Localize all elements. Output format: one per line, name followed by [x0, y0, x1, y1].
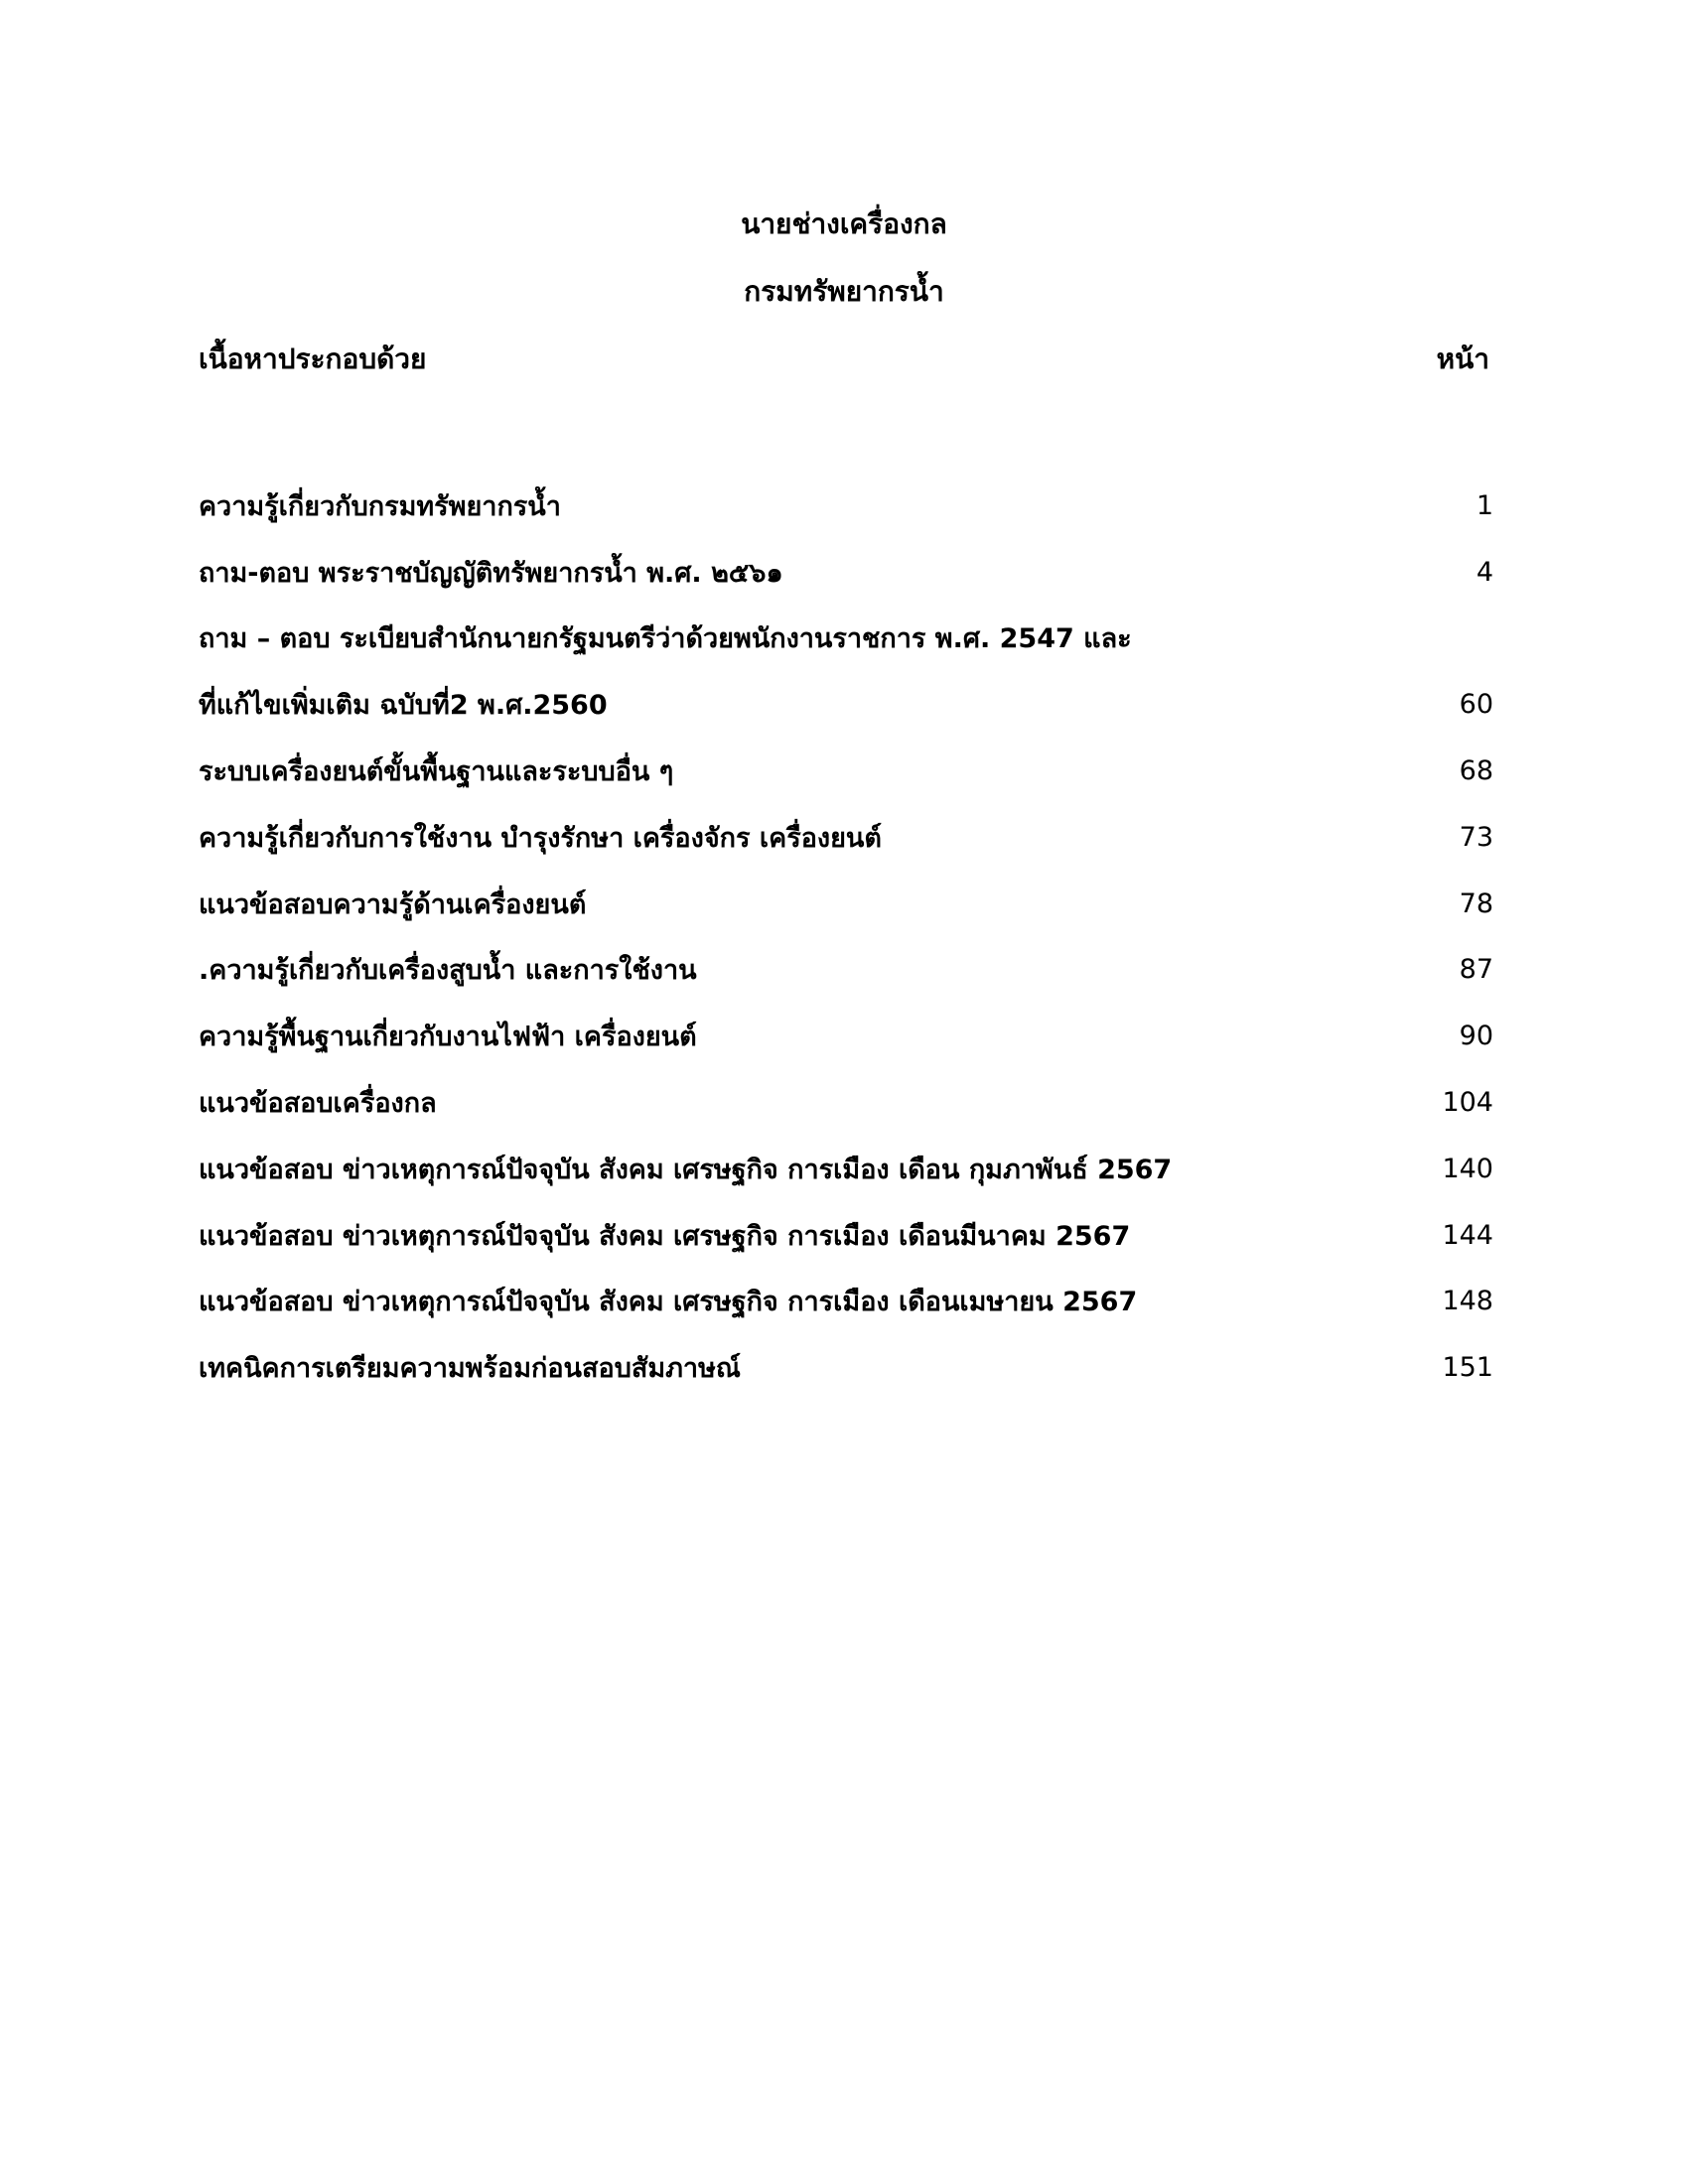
toc-leader-dots — [1175, 1162, 1439, 1186]
toc-entry-page: 60 — [1459, 689, 1493, 721]
toc-entry-title: ที่แก้ไขเพิ่มเติม ฉบับที่2 พ.ศ.2560 — [199, 690, 608, 722]
toc-entry-title: แนวข้อสอบ ข่าวเหตุการณ์ปัจจุบัน สังคม เศรษฐกิจ การเมือง เดือนมีนาคม 2567 — [199, 1220, 1131, 1252]
toc-entry — [199, 1269, 1493, 1335]
toc-leader-dots — [744, 1362, 1440, 1386]
toc-entry-page: 104 — [1442, 1087, 1493, 1119]
toc-entry-title: .ความรู้เกี่ยวกับเครื่องสูบน้ำ และการใช้งาน — [199, 955, 697, 987]
toc-leader-dots — [700, 964, 1457, 988]
toc-entry-page: 144 — [1442, 1219, 1493, 1251]
toc-leader-dots — [885, 831, 1457, 855]
toc-entry-continued — [199, 606, 1493, 672]
page-column-label: หน้า — [1436, 342, 1489, 375]
toc-entry — [199, 1003, 1493, 1069]
table-of-contents — [199, 473, 1493, 1401]
toc-entry — [199, 871, 1493, 937]
contents-label: เนื้อหาประกอบด้วย — [199, 342, 427, 375]
toc-entry-page: 90 — [1459, 1021, 1493, 1052]
toc-entry-page: 140 — [1442, 1153, 1493, 1184]
toc-entry-title: ถาม – ตอบ ระเบียบสำนักนายกรัฐมนตรีว่าด้วยพนักงานราชการ พ.ศ. 2547 และ — [199, 623, 1132, 655]
toc-leader-dots — [564, 499, 1474, 523]
toc-entry-page: 73 — [1459, 821, 1493, 853]
document-subtitle: กรมทรัพยากรน้ำ — [744, 275, 944, 308]
toc-entry — [199, 1202, 1493, 1269]
toc-entry — [199, 473, 1493, 539]
toc-entry-title: ถาม-ตอบ พระราชบัญญัติทรัพยากรน้ำ พ.ศ. ๒๕๖๑ — [199, 557, 783, 589]
toc-entry-title: แนวข้อสอบเครื่องกล — [199, 1088, 437, 1120]
toc-entry-page: 148 — [1442, 1286, 1493, 1317]
toc-leader-dots — [440, 1097, 1440, 1121]
toc-entry — [199, 1334, 1493, 1401]
toc-entry — [199, 937, 1493, 1004]
toc-header — [199, 338, 1489, 381]
toc-leader-dots — [611, 699, 1457, 723]
toc-entry — [199, 1136, 1493, 1202]
toc-entry-title: แนวข้อสอบความรู้ด้านเครื่องยนต์ — [199, 888, 587, 920]
toc-entry-page: 78 — [1459, 887, 1493, 919]
toc-entry — [199, 671, 1493, 738]
toc-entry — [199, 539, 1493, 606]
toc-entry-page: 1 — [1476, 489, 1493, 521]
toc-leader-dots — [786, 566, 1474, 590]
toc-leader-dots — [589, 897, 1456, 921]
toc-entry-title: แนวข้อสอบ ข่าวเหตุการณ์ปัจจุบัน สังคม เศรษฐกิจ การเมือง เดือนเมษายน 2567 — [199, 1287, 1138, 1318]
toc-entry — [199, 804, 1493, 871]
toc-leader-dots — [700, 1030, 1457, 1054]
toc-entry-title: ความรู้พื้นฐานเกี่ยวกับงานไฟฟ้า เครื่องยนต์ — [199, 1022, 697, 1053]
toc-entry-page: 68 — [1459, 755, 1493, 787]
toc-entry-title: ความรู้เกี่ยวกับการใช้งาน บำรุงรักษา เครื่องจักร เครื่องยนต์ — [199, 822, 882, 854]
toc-entry — [199, 1069, 1493, 1136]
toc-leader-dots — [676, 765, 1456, 789]
toc-entry — [199, 738, 1493, 804]
toc-entry-page: 151 — [1442, 1352, 1493, 1384]
document-title: นายช่างเครื่องกล — [741, 207, 947, 240]
toc-leader-dots — [1140, 1296, 1439, 1319]
toc-entry-page: 4 — [1476, 556, 1493, 588]
toc-entry-title: เทคนิคการเตรียมความพร้อมก่อนสอบสัมภาษณ์ — [199, 1353, 741, 1385]
toc-entry-page: 87 — [1459, 954, 1493, 986]
toc-entry-title: แนวข้อสอบ ข่าวเหตุการณ์ปัจจุบัน สังคม เศรษฐกิจ การเมือง เดือน กุมภาพันธ์ 2567 — [199, 1154, 1173, 1185]
toc-entry-title: ความรู้เกี่ยวกับกรมทรัพยากรน้ำ — [199, 490, 561, 522]
toc-entry-title: ระบบเครื่องยนต์ขั้นพื้นฐานและระบบอื่น ๆ — [199, 756, 674, 788]
toc-leader-dots — [1133, 1229, 1439, 1253]
